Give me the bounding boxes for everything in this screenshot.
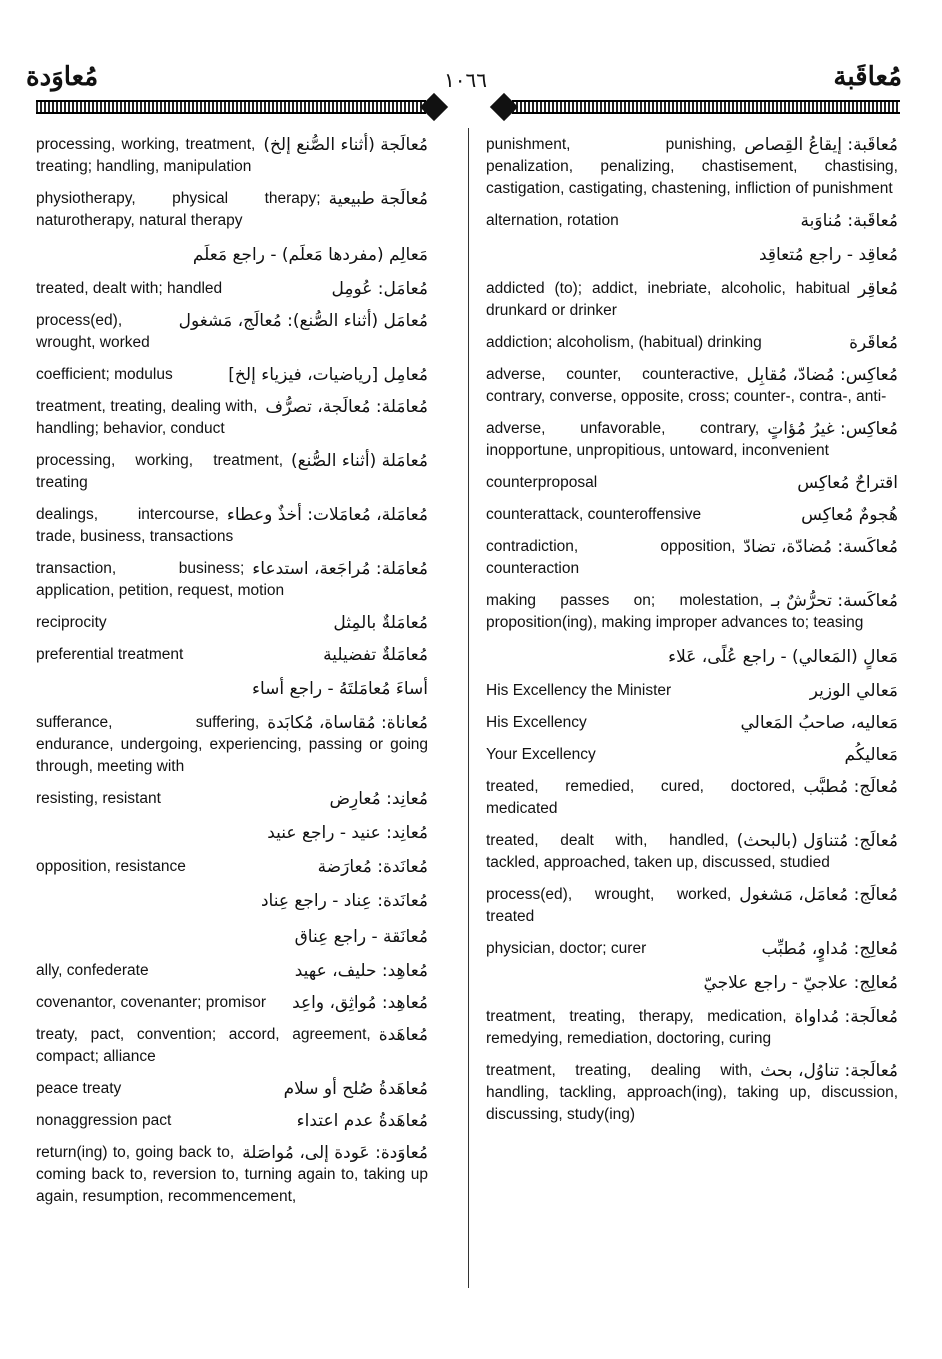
arabic-headword: مَعالي الوزير [809,681,898,701]
dictionary-entry [486,210,898,232]
dictionary-entry [36,1110,428,1132]
dictionary-entry [36,558,428,602]
arabic-headword: مُعالِج: مُداوٍ، مُطبِّب [761,939,898,959]
english-definition: punishment, punishing, penalization, penalizing, chastisement, chastising, castigation, castigating, chastening, infliction of punishment [486,136,898,197]
arabic-headword: مَعاليكُم [844,745,898,765]
english-definition: coefficient; modulus [36,366,173,383]
dictionary-entry [486,278,898,322]
english-definition: making passes on; molestation, proposition(ing), making improper advances to; teasing [486,592,864,631]
header-rule-left [36,100,426,114]
english-definition: His Excellency the Minister [486,682,672,699]
arabic-headword: مُعالَج: مُطبَّب [803,777,898,797]
english-definition: ally, confederate [36,962,149,979]
arabic-headword: مُعاهِد: مُواثِق، واعِد [292,993,428,1013]
dictionary-entry [486,744,898,766]
dictionary-entry [486,504,898,526]
arabic-headword: مُعالَج: مُتناوَل (بالبحث) [736,831,898,851]
english-definition: addicted (to); addict, inebriate, alcoholic, habitual drunkard or drinker [486,280,850,319]
arabic-headword: مُعاقَبة: إيقاعُ القِصاص [744,135,898,155]
english-definition: reciprocity [36,614,107,631]
dictionary-entry [36,450,428,494]
english-definition: covenantor, covenanter; promisor [36,994,267,1011]
dictionary-entry [36,1078,428,1100]
cross-reference-entry: مُعانَدة: عِناد - راجع عِناد [260,891,428,911]
english-definition: physician, doctor; curer [486,940,647,957]
arabic-headword: مُعامِل [رياضيات، فيزياء إلخ] [228,365,428,385]
arabic-headword: مُعانَدة: مُعارَضة [317,857,428,877]
arabic-headword: مُعالَجة: تناوُل، بحث [760,1061,898,1081]
english-definition: treated, remedied, cured, doctored, medicated [486,778,796,817]
english-definition: transaction, business; application, petition, request, motion [36,560,285,599]
english-definition: peace treaty [36,1080,122,1097]
english-definition: treatment, treating, dealing with, handling; behavior, conduct [36,398,258,437]
english-definition: processing, working, treatment, treating [36,452,283,491]
arabic-headword: مُعالَجة طبيعية [328,189,428,209]
arabic-headword: مُعاكِس: مُضادّ، مُقابِل [746,365,898,385]
arabic-headword: مُعاقِر [858,279,898,299]
arabic-headword: هُجومٌ مُعاكِس [801,505,898,525]
english-definition: treated, dealt with, handled, tackled, approached, taken up, discussed, studied [486,832,830,871]
english-definition: dealings, intercourse, trade, business, transactions [36,506,234,545]
english-definition: counterattack, counteroffensive [486,506,702,523]
column-divider [468,128,469,1288]
diamond-ornament [420,93,448,121]
dictionary-entry [36,396,428,440]
english-definition: adverse, counter, counteractive, contrary, converse, opposite, cross; counter-, contra-, anti- [486,366,887,405]
header-rule-right [512,100,900,114]
english-definition: nonaggression pact [36,1112,172,1129]
dictionary-entry [486,332,898,354]
english-definition: treatment, treating, therapy, medication, remedying, remediation, doctoring, curing [486,1008,787,1047]
arabic-headword: مُعامَلة: مُراجَعة، استدعاء [252,559,428,579]
arabic-headword: مُعاهَدةُ صُلح أو سلام [283,1079,428,1099]
arabic-headword: مُعاوَدة: عَودة إلى، مُواصَلة [242,1143,428,1163]
dictionary-entry [36,644,428,666]
arabic-headword: مُعاهِد: حليف، عهيد [294,961,428,981]
arabic-headword: اقتراحٌ مُعاكِس [797,473,898,493]
arabic-headword: مُعاقَبة: مُناوَبة [800,211,898,231]
arabic-headword: مُعامَلةٌ بالمِثل [333,613,428,633]
dictionary-entry [486,712,898,734]
english-definition: process(ed), wrought, worked [36,312,150,351]
arabic-headword: مُعاكَسة: تحرُّشٌ بـ [771,591,898,611]
arabic-headword: مُعانِد: مُعارِض [329,789,428,809]
english-definition: return(ing) to, going back to, coming back to, reversion to, turning again to, taking up again, resumption, recommencement, [36,1144,428,1205]
arabic-headword: مُعامَلة (أثناء الصُّنع) [291,451,428,471]
english-definition: adverse, unfavorable, contrary, inopportune, unpropitious, untoward, inconvenient [486,420,829,459]
cross-reference-entry: مَعالٍ (المَعالي) - راجع عُلًى، عَلاء [668,647,898,667]
cross-reference-entry: أساءَ مُعامَلتَهُ - راجع أساء [252,679,428,699]
english-definition: treatment, treating, dealing with, handling, tackling, approach(ing), taking up, discussion, discussing, study(ing) [486,1062,898,1123]
right-column [486,134,898,1136]
dictionary-entry [36,992,428,1014]
english-definition: processing, working, treatment, treating; handling, manipulation [36,136,256,175]
dictionary-entry [36,960,428,982]
english-definition: physiotherapy, physical therapy; naturotherapy, natural therapy [36,190,321,229]
dictionary-entry [486,418,898,462]
arabic-headword: مُعاقَرة [849,333,898,353]
left-column [36,134,428,1218]
arabic-headword: مُعالَج: مُعامَل، مَشغول [739,885,898,905]
arabic-headword: مُعاكَسة: مُضادّة، تضادّ [743,537,898,557]
dictionary-entry [36,1024,428,1068]
dictionary-entry [486,1060,898,1126]
english-definition: Your Excellency [486,746,596,763]
cross-reference-entry: مُعانَقة - راجع عِناق [294,927,428,947]
english-definition: process(ed), wrought, worked, treated [486,886,732,925]
header-guide-word-left: مُعاوَدة [26,62,99,92]
arabic-headword: مُعاهَدةُ عدم اعتداء [296,1111,428,1131]
header-guide-word-right: مُعاقَبة [833,62,902,92]
dictionary-entry [36,364,428,386]
dictionary-entry [486,590,898,634]
dictionary-entry [36,856,428,878]
dictionary-entry [36,188,428,232]
english-definition: opposition, resistance [36,858,186,875]
dictionary-entry [36,1142,428,1208]
dictionary-entry [486,776,898,820]
cross-reference-entry: مُعالِج: علاجيّ - راجع علاجيّ [703,973,898,993]
dictionary-entry [36,134,428,178]
arabic-headword: مُعاكِس: غيرُ مُؤاتٍ [767,419,898,439]
arabic-headword: مُعامَلة، مُعامَلات: أخذٌ وعطاء [226,505,428,525]
dictionary-entry [36,788,428,810]
arabic-headword: مَعاليه، صاحبُ المَعالي [740,713,898,733]
dictionary-entry [36,612,428,634]
arabic-headword: مُعالَجة (أثناء الصُّنع إلخ) [263,135,428,155]
dictionary-entry [36,278,428,300]
english-definition: His Excellency [486,714,587,731]
dictionary-entry [486,938,898,960]
dictionary-entry [486,472,898,494]
dictionary-entry [36,310,428,354]
dictionary-entry [486,536,898,580]
cross-reference-entry: مُعانِد: عنيد - راجع عنيد [267,823,428,843]
dictionary-entry [486,1006,898,1050]
arabic-headword: مُعامَل (أثناء الصُّنع): مُعالَج، مَشغول [178,311,428,331]
cross-reference-entry: مَعالِم (مفردها مَعلَم) - راجع مَعلَم [192,245,428,265]
cross-reference-entry: مُعاقِد - راجع مُتعاقِد [758,245,898,265]
dictionary-entry [486,134,898,200]
english-definition: resisting, resistant [36,790,161,807]
dictionary-entry [486,830,898,874]
english-definition: treaty, pact, convention; accord, agreement, compact; alliance [36,1026,371,1065]
english-definition: contradiction, opposition, counteraction [486,538,736,577]
arabic-headword: مُعامَلةٌ تفضيلية [323,645,428,665]
dictionary-entry [36,712,428,778]
english-definition: alternation, rotation [486,212,619,229]
arabic-headword: مُعالَجة: مُداواة [794,1007,898,1027]
arabic-headword: مُعاهَدة [378,1025,428,1045]
arabic-headword: مُعامَل: عُومِل [331,279,428,299]
dictionary-entry [486,680,898,702]
dictionary-entry [486,364,898,408]
arabic-headword: مُعاناة: مُقاساة، مُكابَدة [267,713,428,733]
english-definition: sufferance, suffering, endurance, undergoing, experiencing, passing or going through, meeting with [36,714,428,775]
english-definition: counterproposal [486,474,598,491]
dictionary-entry [36,504,428,548]
arabic-headword: مُعامَلة: مُعالَجة، تصرُّف [265,397,428,417]
english-definition: treated, dealt with; handled [36,280,223,297]
dictionary-entry [486,884,898,928]
page-number: ١٠٦٦ [444,68,487,92]
english-definition: preferential treatment [36,646,184,663]
english-definition: addiction; alcoholism, (habitual) drinking [486,334,762,351]
diamond-ornament [490,93,518,121]
